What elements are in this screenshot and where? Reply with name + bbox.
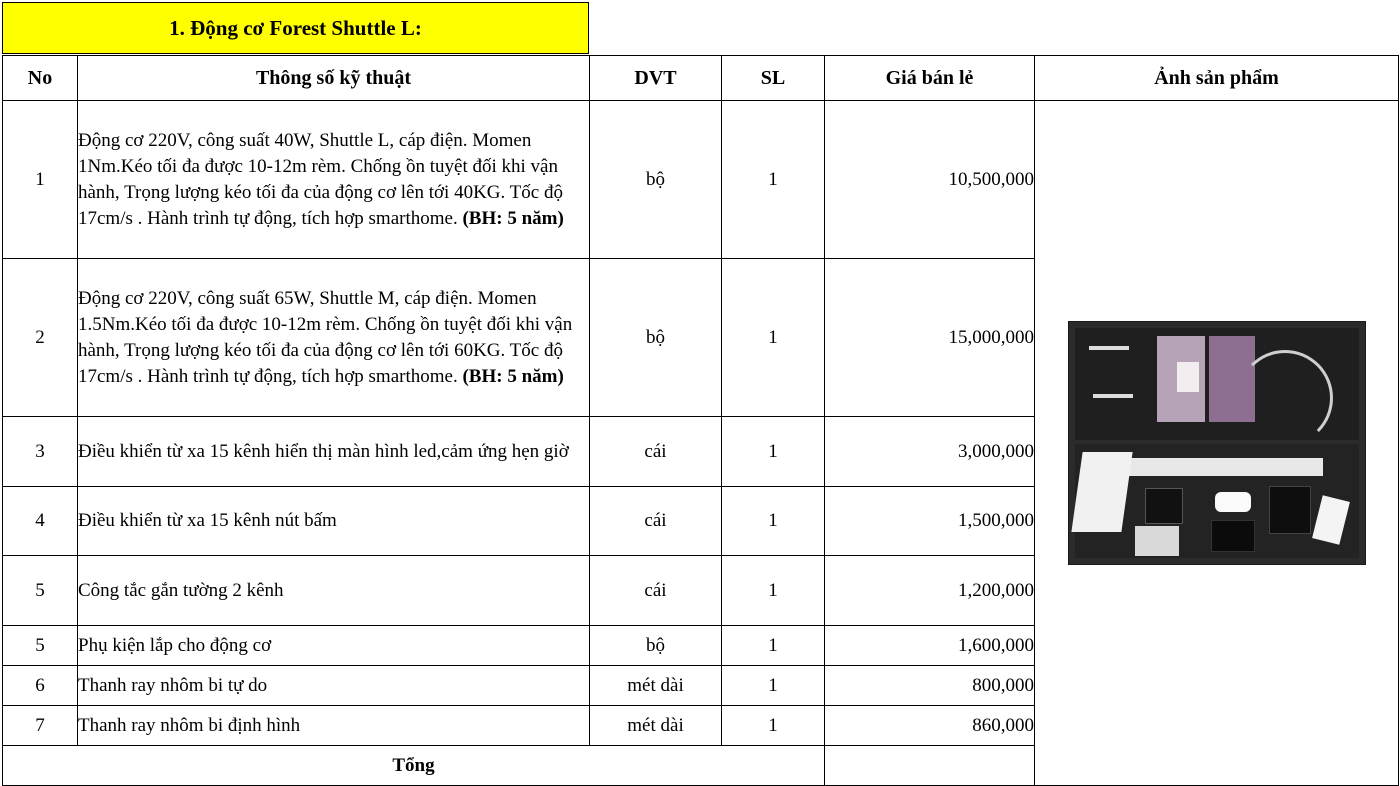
header-price[interactable]: Giá bán lẻ [825,56,1035,101]
total-value[interactable] [825,746,1035,786]
cell-unit[interactable]: bộ [590,626,722,666]
remote-shape [1145,488,1183,524]
cell-qty[interactable]: 1 [722,556,825,626]
cell-price[interactable]: 3,000,000 [825,417,1035,487]
warranty-text: (BH: 5 năm) [462,365,564,387]
warranty-text: (BH: 5 năm) [462,207,564,229]
cell-no[interactable]: 1 [3,101,78,259]
cell-spec[interactable]: Điều khiển từ xa 15 kênh hiển thị màn hình led,cảm ứng hẹn giờ [78,417,590,487]
bracket-shape [1089,346,1129,350]
cell-spec[interactable]: Công tắc gắn tường 2 kênh [78,556,590,626]
cable-shape [1237,350,1333,446]
cell-qty[interactable]: 1 [722,487,825,556]
cell-price[interactable]: 860,000 [825,706,1035,746]
cell-qty[interactable]: 1 [722,706,825,746]
cell-price[interactable]: 10,500,000 [825,101,1035,259]
cell-no[interactable]: 5 [3,626,78,666]
spec-text: Động cơ 220V, công suất 65W, Shuttle M, cáp điện. Momen 1.5Nm.Kéo tối đa được 10-12m rèm. Chống ồn tuyệt đối khi vận hành, Trọng lượng kéo tối đa của động cơ lên tới 60KG. Tốc độ 17cm/s . Hành trình tự động, tích hợp smarthome. [78,287,573,387]
cell-unit[interactable]: mét dài [590,666,722,706]
cell-unit[interactable]: bộ [590,259,722,417]
motor-shape [1071,452,1132,532]
spec-text: Động cơ 220V, công suất 40W, Shuttle L, cáp điện. Momen 1Nm.Kéo tối đa được 10-12m rèm. Chống ồn tuyệt đối khi vận hành, Trọng lượng kéo tối đa của động cơ lên tới 40KG. Tốc độ 17cm/s . Hành trình tự động, tích hợp smarthome. [78,129,563,229]
cell-no[interactable]: 3 [3,417,78,487]
header-photo[interactable]: Ảnh sản phẩm [1035,56,1399,101]
header-no[interactable]: No [3,56,78,101]
cell-no[interactable]: 4 [3,487,78,556]
cell-spec[interactable] [78,101,590,259]
cell-spec[interactable]: Điều khiển từ xa 15 kênh nút bấm [78,487,590,556]
price-table [2,55,1399,786]
header-qty[interactable]: SL [722,56,825,101]
cell-price[interactable]: 15,000,000 [825,259,1035,417]
cell-no[interactable]: 7 [3,706,78,746]
cell-no[interactable]: 5 [3,556,78,626]
cell-unit[interactable]: cái [590,556,722,626]
cell-spec[interactable]: Thanh ray nhôm bi định hình [78,706,590,746]
cell-qty[interactable]: 1 [722,666,825,706]
box-shape [1211,520,1255,552]
header-row [3,56,1399,101]
cell-spec[interactable]: Phụ kiện lắp cho động cơ [78,626,590,666]
wall-switch-shape [1135,526,1179,556]
bracket-shape [1093,394,1133,398]
cell-qty[interactable]: 1 [722,259,825,417]
cell-spec[interactable] [78,259,590,417]
leaflet-shape [1177,362,1199,392]
cell-unit[interactable]: mét dài [590,706,722,746]
remote-shape [1269,486,1311,534]
total-label[interactable]: Tổng [3,746,825,786]
cell-qty[interactable]: 1 [722,417,825,487]
cell-price[interactable]: 800,000 [825,666,1035,706]
cell-price[interactable]: 1,200,000 [825,556,1035,626]
receiver-shape [1215,492,1251,512]
table-row [3,101,1399,259]
cell-price[interactable]: 1,500,000 [825,487,1035,556]
section-title[interactable]: 1. Động cơ Forest Shuttle L: [2,2,589,54]
cell-no[interactable]: 6 [3,666,78,706]
cell-photo[interactable] [1035,101,1399,786]
header-spec[interactable]: Thông số kỹ thuật [78,56,590,101]
cell-price[interactable]: 1,600,000 [825,626,1035,666]
cell-qty[interactable]: 1 [722,101,825,259]
cell-unit[interactable]: cái [590,487,722,556]
rail-shape [1113,458,1323,476]
cell-unit[interactable]: bộ [590,101,722,259]
cell-spec[interactable]: Thanh ray nhôm bi tự do [78,666,590,706]
cell-unit[interactable]: cái [590,417,722,487]
product-kit-photo [1068,321,1366,565]
cell-qty[interactable]: 1 [722,626,825,666]
cell-no[interactable]: 2 [3,259,78,417]
header-unit[interactable]: DVT [590,56,722,101]
